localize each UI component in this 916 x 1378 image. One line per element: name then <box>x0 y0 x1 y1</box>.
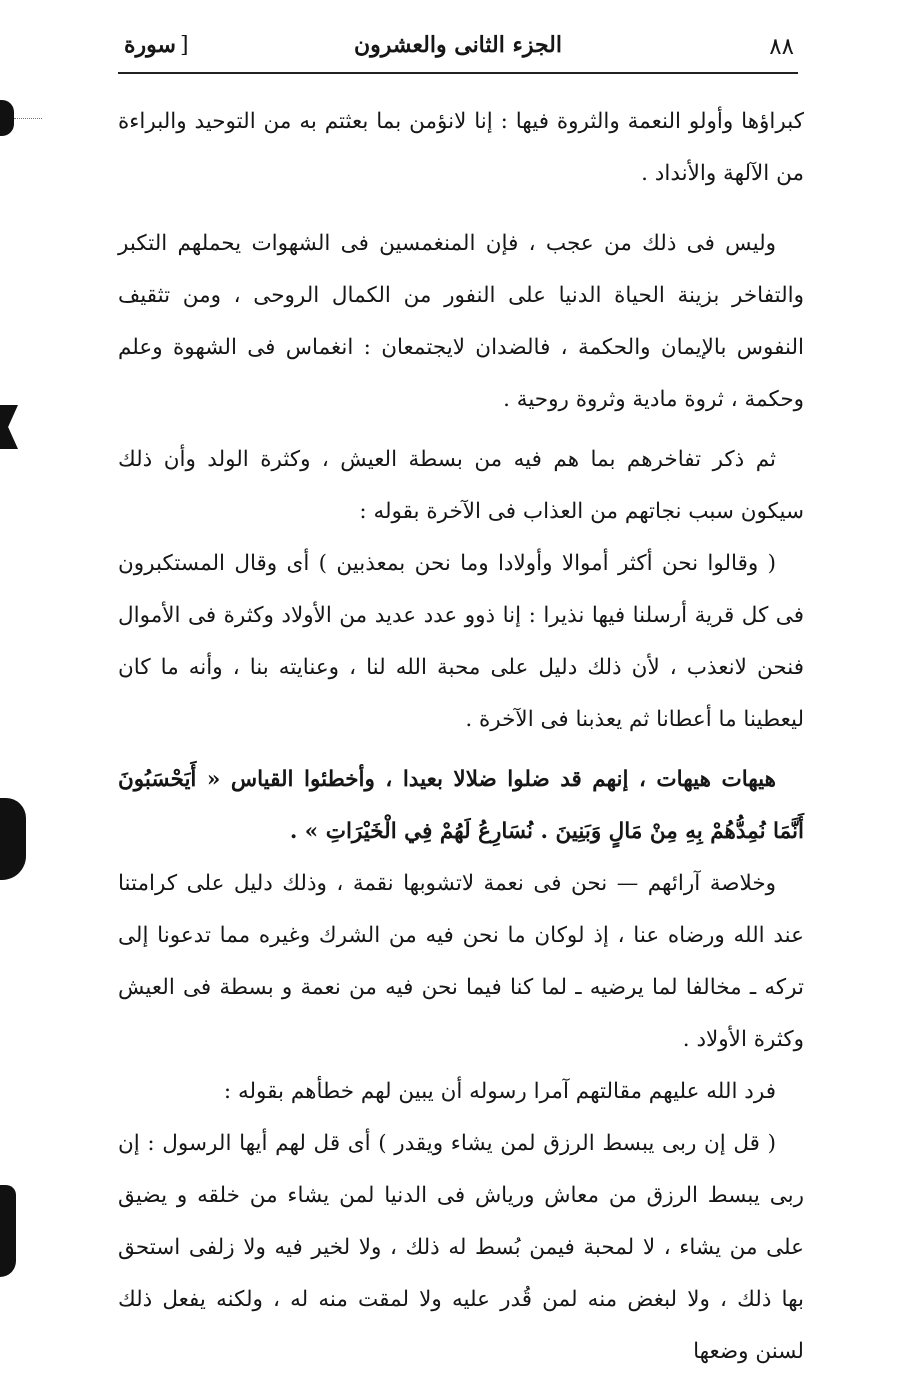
paragraph-1: كبراؤها وأولو النعمة والثروة فيها : إنا لانؤمن بما بعثتم به من التوحيد والبراءة من الآلهة والأنداد . <box>118 109 804 186</box>
surah-reference <box>124 32 189 58</box>
bracket-glyph: [ <box>179 33 189 58</box>
paragraph-gap <box>118 426 804 434</box>
surah-reference-text: سورة <box>124 32 176 58</box>
page-number: ٨٨ <box>769 34 794 60</box>
scan-binding-mark <box>0 1185 16 1277</box>
scan-binding-mark <box>0 405 18 449</box>
paragraph-gap <box>118 200 804 218</box>
paragraph-gap <box>118 746 804 754</box>
paragraph-7: فرد الله عليهم مقالتهم آمرا رسوله أن يبين لهم خطأهم بقوله : <box>223 1079 776 1104</box>
header-rule <box>118 72 798 74</box>
paragraph-2: وليس فى ذلك من عجب ، فإن المنغمسين فى الشهوات يحملهم التكبر والتفاخر بزينة الحياة الدنيا على النفور من الكمال الروحى ، ومن تثقيف النفوس بالإيمان والحكمة ، فالضدان لايجتمعان : انغماس فى الشهوة وعلم وحكمة ، ثروة مادية وثروة روحية . <box>118 231 804 412</box>
paragraph-5: هيهات هيهات ، إنهم قد ضلوا ضلالا بعيدا ، وأخطئوا القياس « أَيَحْسَبُونَ أَنَّمَا نُمِدُّهُمْ بِهِ مِنْ مَالٍ وَبَنِينَ . نُسَارِعُ لَهُمْ فِي الْخَيْرَاتِ » . <box>118 767 804 844</box>
running-title: الجزء الثانى والعشرون <box>353 32 563 58</box>
scan-speckle <box>14 118 42 119</box>
scan-binding-mark <box>0 798 26 880</box>
scan-binding-mark <box>0 100 14 136</box>
page-header <box>118 30 798 74</box>
paragraph-3: ثم ذكر تفاخرهم بما هم فيه من بسطة العيش ، وكثرة الولد وأن ذلك سيكون سبب نجاتهم من العذاب فى الآخرة بقوله : <box>118 447 804 524</box>
paragraph-4: ( وقالوا نحن أكثر أموالا وأولادا وما نحن بمعذبين ) أى وقال المستكبرون فى كل قرية أرسلنا فيها نذيرا : إنا ذوو عدد عديد من الأولاد وكثرة فى الأموال فنحن لانعذب ، لأن ذلك دليل على محبة الله لنا ، وعنايته بنا ، وأنه ما كان ليعطينا ما أعطانا ثم يعذبنا فى الآخرة . <box>118 551 804 732</box>
page-body <box>118 96 804 1378</box>
paragraph-8: ( قل إن ربى يبسط الرزق لمن يشاء ويقدر ) أى قل لهم أيها الرسول : إن ربى يبسط الرزق من معاش ورياش فى الدنيا لمن يشاء من خلقه و يضيق على من يشاء ، لا لمحبة فيمن بُسط له ذلك ، ولا لخير فيه ولا زلفى استحق بها ذلك ، ولا لبغض منه لمن قُدر عليه ولا لمقت منه له ، ولكنه يفعل ذلك لسنن وضعها <box>118 1131 804 1364</box>
paragraph-6: وخلاصة آرائهم — نحن فى نعمة لاتشوبها نقمة ، وذلك دليل على كرامتنا عند الله ورضاه عنا ، إذ لوكان ما نحن فيه من الشرك وغيره مما تدعونا إلى تركه ـ مخالفا لما يرضيه ـ لما كنا فيما نحن فيه من نعمة و بسطة فى العيش وكثرة الأولاد . <box>118 871 804 1052</box>
